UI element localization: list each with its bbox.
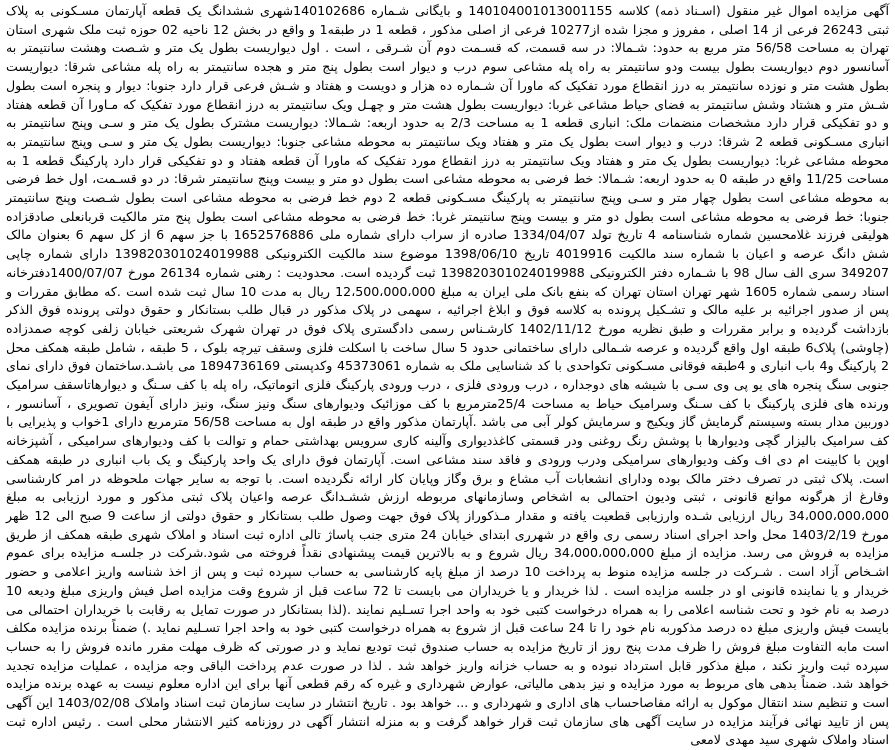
auction-notice-text: آگهی مزایده اموال غیر منقول (اسـناد ذمه) کلاسه 140104001013001155 و بایگانی شـماره 140102686شهری ششدانگ یک قطعه آپارتمان مسـکونی به پلاک ثبتی 26243 فرعی از 14 اصلی ، مفروز و مجزا شده از10277 فرعی از اصلی مذکور ، قطعه 1 در طبقه1 و واقع در بخش 12 ناحیه 02 حوزه ثبت ملک شهری استان تهران به مساحت 56/58 متر مربع به حدود: شـمالا: در سه قسمت، که قسـمت دوم آن شـرقی ، است . اول دیواریست بطول یک متر و شـصت وهشت سانتیمتر به آسانسور دوم دیواریست بطول بیست ودو سانتیمتر به راه پله مشاعی سوم درب و دیوار است بطول پنج متر و هجده سانتیمتر به راه پله مشاعی شرقا: دیواریست بطول هشت متر و نوزده سانتیمتر به درز انقطاع مورد تفکیک که ماورا آن شـماره ده هزار و دویست و هفتاد و شـش فرعی قرار دارد جنوبا: دیوار و پنجره است بطول شـش متر و هشتاد وشش سانتیمتر به فضای حیاط مشاعی غربا: دیواریست بطول هشت متر و چهـل ویک سانتیمتر به درز انقطاع مورد تفکیک که مـاورا آن قطعه هفتاد و دو تفکیکی قرار دارد مشخصات منضمات ملک: انباری قطعه 1 به مساحت 2/3 به حدود اربعه: شـمالا: دیواریست مشترک بطول یک متر و سـی وپنج سانتیمتر به انباری مسـکونی قطعه 2 شرقا: درب و دیوار است بطول یک متر و هفتاد ویک سانتیمتر به محوطه مشاعی جنوبا: دیواریست بطول یک متر و سـی وپنج سانتیمتر به محوطه مشاعی غربا: دیواریست بطول یک متر و هفتاد ویک سانتیمتر به درز انقطاع مورد تفکیک که ماورا آن قطعه هفتاد و دو تفکیکی قرار دارد پارکینگ قطعه 1 به مساحت 11/25 واقع در طبقه 0 به حدود اربعه: شـمالا: خط فرضی به محوطه مشاعی است بطول دو متر و بیست وپنج سانتیمتر شرقا: در دو قسـمت، اول خط فرضی به محوطه مشاعی است بطول چهار متر و سـی وپنج سانتیمتر به پارکینگ مسـکونی قطعه 2 دوم خط فرضی به محوطه مشاعی است بطول شـصت وپنج سانتیمتر جنوبا: خط فرضی به محوطه مشاعی است بطول دو متر و بیست وپنج سانتیمتر غربا: خط فرضی به محوطه مشاعی است بطول پنج متر مالکیت قربانعلی صادقزاده هولیقی فرزند غلامحسین شماره شناسنامه 4 تاریخ تولد 1334/04/07 صادره از سراب دارای شماره ملی 1652576886 با جز سهم 6 از کل سهم 6 بعنوان مالک شش دانگ عرصه و اعیان با شماره سند مالکیت 4019916 تاریخ 1398/06/10 موضوع سند مالکیت الکترونیکی 139820301024019988 دارای شماره چاپی 349207 سری الف سال 98 با شـماره دفتر الکترونیکی 139820301024019988 ثبت گردیده است. محدودیت : رهنی شماره 26134 مورخ 1400/07/07دفترخانه اسناد رسمی شماره 1605 شهر تهران استان تهران که بنفع بانک ملی ایران به مبلغ 12،500،000،000 ریال به مدت 10 سال ثبت شده است .که مطابق مقررات و پس از صدور اجرائیه بر علیه مالک و تشـکیل پرونده به کلاسه فوق و ابلاغ اجرائیه ، سهمی در پلاک مذکور در قبال طلب بستانکار و حقوق دولتی پرونده فوق الذکر بازداشت گردیده و برابر مقررات و طبق نظریه مورخ 1402/11/12 کارشـناس رسمی دادگستری پلاک فوق در تهران شهرک شریعتی خیابان زلفی کوچه صمدزاده (چاوشی) پلاک6 طبقه اول واقع گردیده و عرصه شـمالی دارای ساختمانی حدود 5 سال ساخت با اسکلت فلزی وسقف تیرچه بلوک ، 5 طبقه ، شامل طبقه همکف محل 2 پارکینگ و4 باب انباری و 4طبقه فوقانی مسـکونی تکواحدی با کد شناسایی ملک به شماره 45373061 وکدپستی 1894736169 می باشـد.ساختمان فوق دارای نمای جنوبی سنگ پنجره های یو پی وی سـی با شیشه های دوجداره ، درب ورودی فلزی ، درب ورودی پارکینگ فلزی اتوماتیک، راه پله با کف سـنگ و دیوارهاتاسقف سرامیک ورنده های فلزی پارکینگ با کف سـنگ وسرامیک حیاط به مساحت 25/4مترمربع با کف موزائیک ودیوارهای سنگ ونیز سنگ، ونیز دارای آیفون تصویری ، آسانسور ، دوربین مدار بسته وسیستم گرمایش گاز ویکیج و سرمایش کولر آبی می باشد .آپارتمان مذکور واقع در طبقه اول به مساحت 56/58 مترمربع دارای 1خواب و پذیرایی با کف سرامیک بالیزار گچی ودیوارها با پوشش رنگ روغنی ودر قسمتی کاغذدیواری وآلینه کاری سرویس بهداشتی حمام و توالت با کف ودیوارهای سرامیکی ، آشپزخانه اوپن با کابینت ام دی اف وکف ودیوارهای سرامیکی ودرب ورودی و فاقد سند مشاعی است. آپارتمان فوق دارای یک واحد پارکینگ و یک باب انباری در طبقه همکف است. پلاک ثبتی در تصرف دختر مالک بوده ودارای انشعابات آب مشاع و برق وگاز وپایان کار ارائه نگردیده است. با توجه به سایر جهات ملحوظه در امر کارشناسی وفارغ از هرگونه موانع قانونی ، ثبتی ودیون احتمالی به اشخاص وسازمانهای مربوطه ارزش ششـدانگ عرصه واعیان پلاک ثبتی مذکور و مورد ارزیابی به مبلغ 34،000،000،000 ریال ارزیابی شـده وارزیابی قطعیت یافته و مقدار مـذکوراز پلاک فوق جهت وصول طلب بستانکار و حقوق دولتی از ساعت 9 صبح الی 12 ظهر مورخ 1403/2/19 محل واحد اجرای اسناد رسمی ری واقع در شهرری ابتدای خیابان 24 متری جنب پاساژ تالی اداره ثبت اسناد و املاک شهری طبقه همکف از طریق مزایده به فروش می رسد. مزایده از مبلغ 34،000،000،000 ریال شروع و به بالاترین قیمت پیشنهادی نقداً فروخته می شود.شرکت در جلسـه مزایده برای عموم اشـخاص آزاد است . شـرکت در جلسه مزایده منوط به پرداخت 10 درصد از مبلغ پایه کارشناسی به حساب سپرده ثبت و پس از اخذ شناسه واریز اعلامی و حضور خریدار و یا نماینده قانونی او در جلسه مزایده است . لذا خریدار و یا خریداران می بایست تا 72 ساعت قبل از شروع وقت مزایده اصل فیش واریزی مبلغ ودیعه 10 درصد به نام خود و تحت شناسه اعلامی را به همراه درخواست کتبی خود به واحد اجرا تسـلیم نمایند .(لذا بستانکار در صورت تمایل به رقابت با خریداران احتمالی می بایست فیش واریزی مبلغ ده درصد مذکوربه نام خود را تا 24 ساعت قبل از شروع به همراه درخواست کتبی خود به واحد اجرا تسـلیم نماید .) ضمناً برنده مزایده مکلف است مابه التفاوت مبلغ فروش را ظرف مدت پنج روز از تاریخ مزایده به حساب صندوق ثبت تودیع نماید و در صورتی که ظرف مهلت مقرر مانده فروش را به حساب سپرده ثبت واریز نکند ، مبلغ مذکور قابل استرداد نبوده و به حساب خزانه واریز خواهد شد . لذا در صورت عدم پرداخت الباقی وجه مزایده ، عملیات مزایده تجدید خواهد شد. ضمناً بدهی های مربوط به مورد مزایده و نیز بدهی مالیاتی، عوارض شهرداری و غیره که رقم قطعی آنها برای این اداره معلوم نیست به عهده برنده مزایده است و تنظیم سند انتقال موکول به ارائه مفاصاحساب های اداری و شهرداری و ... خواهد بود . تاریخ انتشار در سایت سازمان ثبت اسناد واملاک 1403/02/08 این آگهی پس از تایید نهائی فرآیند مزایده در سایت آگهی های سازمان ثبت قرار خواهد گرفت و به منزله انتشار آگهی در روزنامه کثیر الانتشار محلی است . رئیس اداره ثبت اسناد واملاک شهری سید مهدی لامعی xyxy=(6,3,890,748)
